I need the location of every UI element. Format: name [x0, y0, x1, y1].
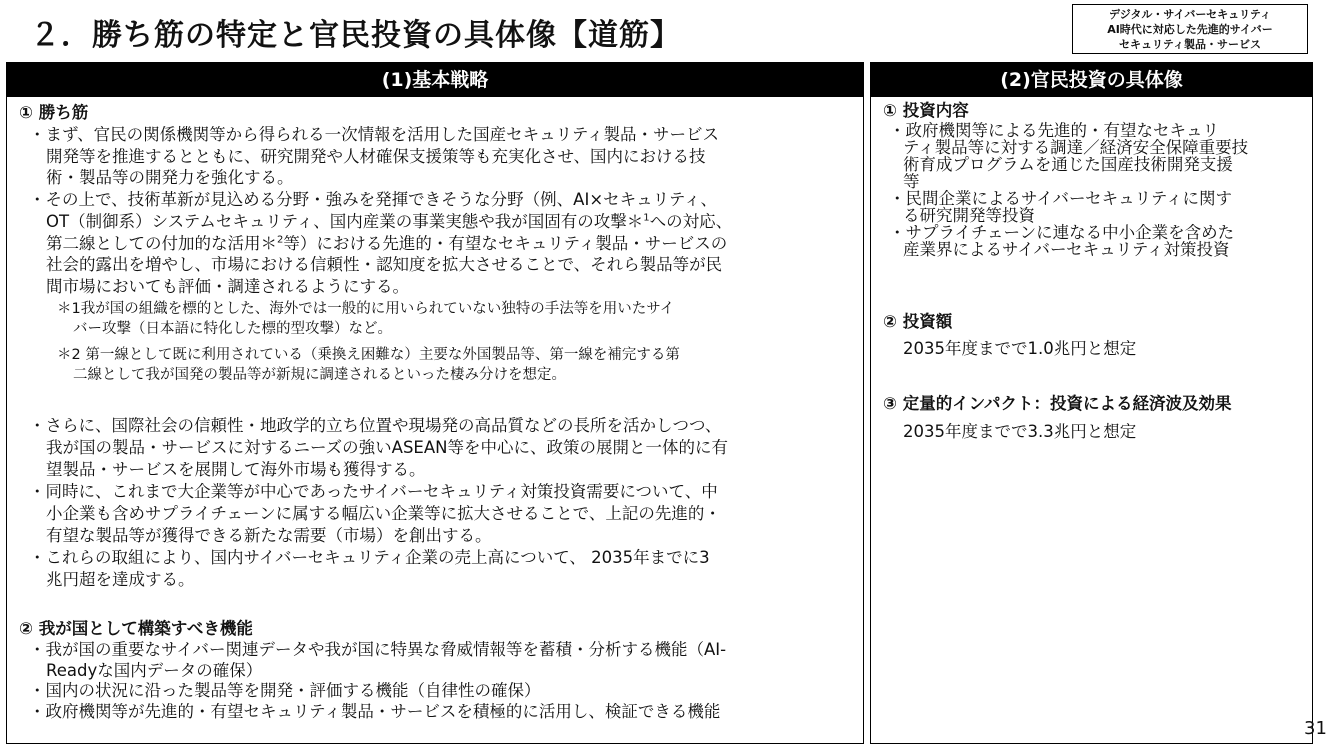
text-line: 社会的露出を増やし、市場における信頼性・認知度を拡大させることで、それら製品等が民	[46, 255, 723, 275]
bullet-paragraph	[29, 189, 732, 298]
text-line: 兆円超を達成する。	[46, 570, 195, 589]
text-line: ＊2 第一線として既に利用されている（乗換え困難な）主要な外国製品等、第一線を補完する第	[57, 347, 680, 363]
text-line: ・我が国の重要なサイバー関連データや我が国に特異な脅威情報等を蓄積・分析する機能（AI-	[29, 640, 727, 659]
text-line: る研究開発等投資	[903, 206, 1035, 225]
tag-line: AI時代に対応した先進的サイバー	[1107, 23, 1273, 36]
bullet-paragraph	[29, 481, 721, 547]
text-line: 間市場においても評価・調達されるようにする。	[46, 277, 409, 297]
bullet-paragraph	[29, 547, 710, 591]
text-line: 望製品・サービスを展開して海外市場も獲得する。	[46, 460, 426, 479]
tag-line: セキュリティ製品・サービス	[1119, 38, 1261, 51]
text-line: 開発等を推進するとともに、研究開発や人材確保支援策等も充実化させ、国内における技	[46, 146, 706, 166]
section-title-investment-amount: ② 投資額	[883, 312, 953, 331]
text-line: 我が国の製品・サービスに対するニーズの強いASEAN等を中心に、政策の展開と一体的に有	[46, 438, 728, 457]
text-line: 二線として我が国発の製品等が新規に調達されるといった棲み分けを想定。	[73, 367, 566, 383]
basic-strategy-header: (1)基本戦略	[7, 63, 863, 97]
impact-text: 2035年度までで3.3兆円と想定	[903, 422, 1137, 441]
page-title: ２．勝ち筋の特定と官民投資の具体像【道筋】	[30, 18, 681, 53]
bullet-paragraph	[29, 124, 719, 189]
bullet-paragraph	[889, 122, 1248, 258]
section-title-impact: ③ 定量的インパクト：投資による経済波及効果	[883, 394, 1232, 413]
text-line: バー攻撃（日本語に特化した標的型攻撃）など。	[73, 321, 392, 337]
bullet-paragraph	[29, 415, 728, 481]
investment-panel	[870, 62, 1313, 744]
basic-strategy-panel	[6, 62, 864, 744]
text-line: ・政府機関等による先進的・有望なセキュリ	[889, 121, 1219, 140]
text-line: ティ製品等に対する調達／経済安全保障重要技	[903, 138, 1249, 157]
text-line: 小企業も含めサプライチェーンに属する幅広い企業等に拡大させることで、上記の先進的・	[46, 504, 721, 523]
text-line: ・その上で、技術革新が見込める分野・強みを発揮できそうな分野（例、AI×セキュリティ、	[29, 190, 717, 209]
text-line: Readyな国内データの確保）	[46, 660, 263, 680]
text-line: 第二線としての付加的な活用＊$^2$等）における先進的・有望なセキュリティ製品・サービスの	[46, 233, 728, 253]
text-line: ＊1我が国の組織を標的とした、海外では一般的に用いられていない独特の手法等を用いたサイ	[57, 301, 675, 317]
investment-amount-text: 2035年度までで1.0兆円と想定	[903, 339, 1137, 358]
text-line: 術・製品等の開発力を強化する。	[46, 168, 294, 187]
text-line: 術育成プログラムを通じた国産技術開発支援	[903, 155, 1233, 174]
text-line: ・これらの取組により、国内サイバーセキュリティ企業の売上高について、 2035年までに3	[29, 548, 710, 567]
bullet-paragraph	[29, 640, 726, 722]
section-title-winning-path: ① 勝ち筋	[19, 103, 89, 122]
text-line: ・民間企業によるサイバーセキュリティに関す	[889, 189, 1233, 208]
footnote	[57, 345, 680, 385]
text-line: ・同時に、これまで大企業等が中心であったサイバーセキュリティ対策投資需要について、中	[29, 482, 718, 501]
footnote	[57, 299, 674, 339]
section-title-functions: ② 我が国として構築すべき機能	[19, 619, 253, 638]
footnote-ref: 2	[277, 234, 284, 246]
tag-line: デジタル・サイバーセキュリティ	[1108, 8, 1272, 21]
text-line: 等	[903, 172, 920, 191]
text-line: ・国内の状況に沿った製品等を開発・評価する機能（自律性の確保）	[29, 681, 541, 700]
page-number: 31	[1304, 718, 1327, 739]
investment-header: (2)官民投資の具体像	[871, 63, 1312, 97]
text-line: 産業界によるサイバーセキュリティ対策投資	[903, 240, 1230, 259]
text-line: ・さらに、国際社会の信頼性・地政学的立ち位置や現場発の高品質などの長所を活かしつつ、	[29, 416, 722, 435]
section-title-investment-content: ① 投資内容	[883, 101, 969, 120]
footnote-ref: 1	[643, 212, 650, 224]
text-line: ・サプライチェーンに連なる中小企業を含めた	[889, 223, 1235, 242]
text-line: OT（制御系）システムセキュリティ、国内産業の事業実態や我が国固有の攻撃＊$^1$への対応、	[46, 211, 733, 231]
text-line: ・まず、官民の関係機関等から得られる一次情報を活用した国産セキュリティ製品・サービス	[29, 125, 720, 144]
text-line: ・政府機関等が先進的・有望セキュリティ製品・サービスを積極的に活用し、検証できる機能	[29, 701, 721, 721]
category-tag	[1072, 4, 1308, 54]
text-line: 有望な製品等が獲得できる新たな需要（市場）を創出する。	[46, 526, 492, 545]
